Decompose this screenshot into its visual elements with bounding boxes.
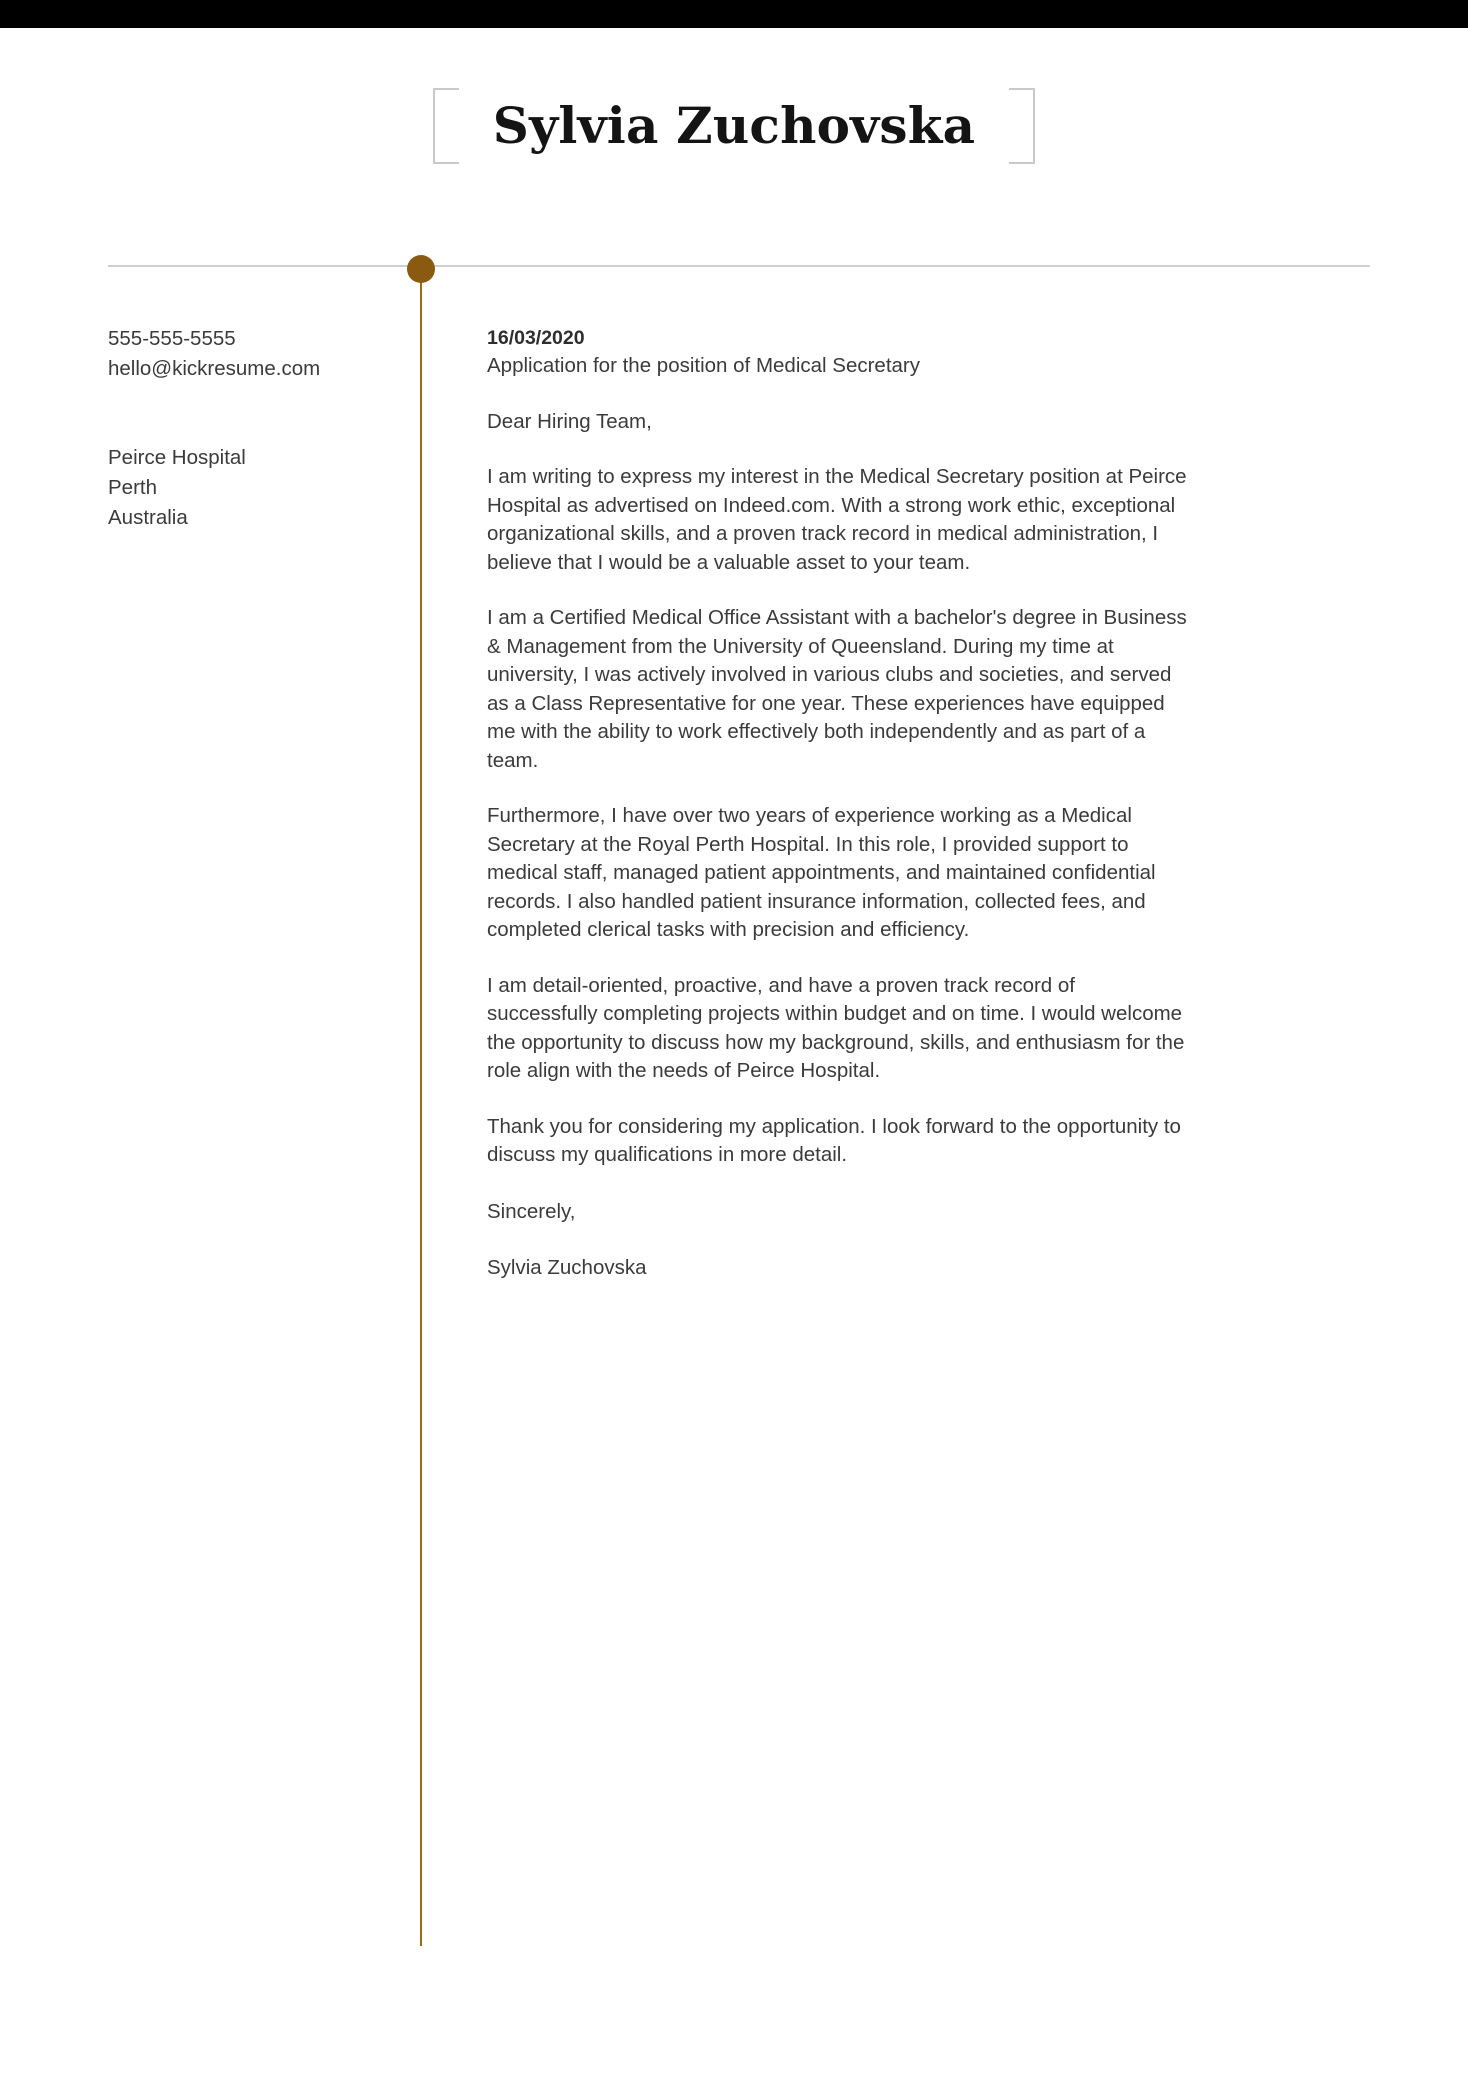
letter-paragraph: I am detail-oriented, proactive, and have a proven track record of successfully completing projects within budget and on time. I would welcome the opportunity to discuss how my background, skills, and enthusiasm for the role align with the needs of Peirce Hospital. <box>487 973 1185 1082</box>
contact-email: hello@kickresume.com <box>108 357 321 380</box>
recipient-city: Perth <box>108 476 157 499</box>
letter-date: 16/03/2020 <box>487 327 585 349</box>
letter-salutation: Dear Hiring Team, <box>487 409 652 433</box>
letter-closing: Sincerely, <box>487 1199 576 1223</box>
recipient-address-group <box>108 443 378 533</box>
page-title: Sylvia Zuchovska <box>492 96 976 155</box>
letter-paragraph: I am writing to express my interest in the Medical Secretary position at Peirce Hospital as advertised on Indeed.com. With a strong work ethic, exceptional organizational skills, and a proven track record in medical administration, I believe that I would be a valuable asset to your team. <box>487 465 1187 574</box>
letter-header <box>0 88 1468 164</box>
letter-body <box>487 324 1187 1283</box>
bracket-left-decoration <box>433 88 459 164</box>
recipient-country: Australia <box>108 506 188 529</box>
bracket-right-decoration <box>1009 88 1035 164</box>
letter-paragraph: Thank you for considering my application. I look forward to the opportunity to discuss my qualifications in more detail. <box>487 1114 1181 1166</box>
recipient-organization: Peirce Hospital <box>108 446 246 469</box>
accent-dot <box>407 255 435 283</box>
letter-subject: Application for the position of Medical Secretary <box>487 354 921 377</box>
header-horizontal-rule <box>108 265 1370 267</box>
cover-letter-page <box>0 28 1468 2076</box>
contact-phone: 555-555-5555 <box>108 327 236 350</box>
vertical-divider-line <box>420 266 422 1946</box>
letter-paragraph: Furthermore, I have over two years of experience working as a Medical Secretary at the Royal Perth Hospital. In this role, I provided support to medical staff, managed patient appointments, and maintained confidential records. I also handled patient insurance information, collected fees, and completed clerical tasks with precision and efficiency. <box>487 804 1156 941</box>
contact-sidebar <box>108 324 378 533</box>
top-black-bar <box>0 0 1468 28</box>
contact-details-group <box>108 324 378 384</box>
letter-signature: Sylvia Zuchovska <box>487 1256 647 1279</box>
letter-paragraph: I am a Certified Medical Office Assistant with a bachelor's degree in Business & Management from the University of Queensland. During my time at university, I was actively involved in various clubs and societies, and served as a Class Representative for one year. These experiences have equipped me with the ability to work effectively both independently and as part of a team. <box>487 606 1187 772</box>
